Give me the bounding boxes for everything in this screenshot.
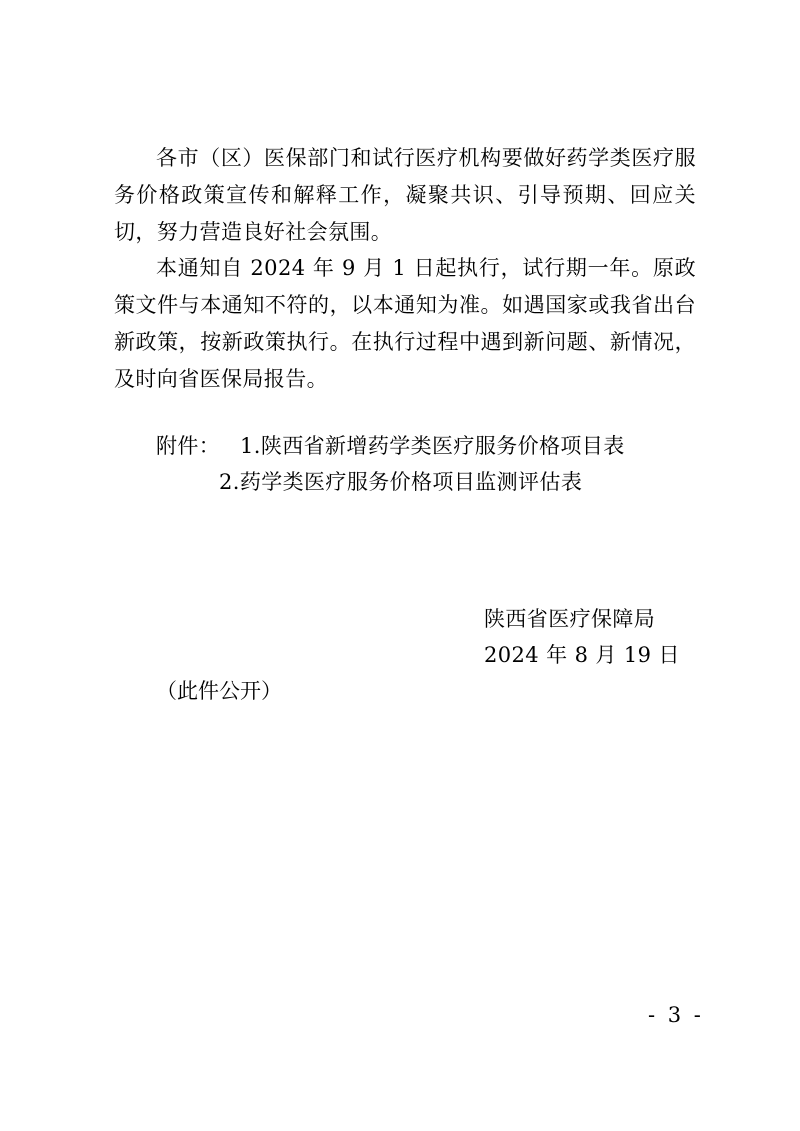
attachments-label: 附件： [156, 434, 221, 458]
page-number: - 3 - [648, 1003, 704, 1027]
body-paragraph-1: 各市（区）医保部门和试行医疗机构要做好药学类医疗服务价格政策宣传和解释工作，凝聚共识、引导预期、回应关切，努力营造良好社会氛围。 [114, 146, 696, 244]
issue-date: 2024 年 8 月 19 日 [484, 643, 680, 667]
attachment-item-2: 2.药学类医疗服务价格项目监测评估表 [219, 470, 583, 494]
attachment-item-1: 1.陕西省新增药学类医疗服务价格项目表 [240, 434, 625, 458]
body-paragraph-2: 本通知自 2024 年 9 月 1 日起执行，试行期一年。原政策文件与本通知不符的，以本通知为准。如遇国家或我省出台新政策，按新政策执行。在执行过程中遇到新问题、新情况，及时向省医保局报告。 [114, 256, 696, 391]
disclosure-note: （此件公开） [156, 679, 282, 703]
issuing-organization: 陕西省医疗保障局 [484, 607, 656, 631]
